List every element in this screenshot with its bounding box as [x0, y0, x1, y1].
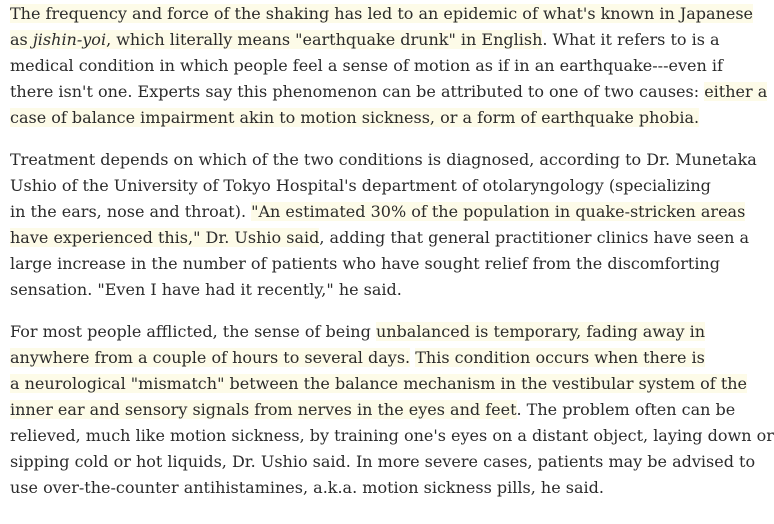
text-line [10, 423, 774, 449]
text-line [10, 1, 753, 27]
text-line [10, 27, 720, 53]
text-line [10, 251, 720, 277]
body-text: medical condition in which people feel a sense of motion as if in an earthquake---even if [10, 56, 723, 75]
text-line [10, 173, 711, 199]
body-text: Ushio of the University of Tokyo Hospital's department of otolaryngology (specializing [10, 176, 711, 195]
highlighted-text: "An estimated 30% of the population in quake-stricken areas [251, 202, 746, 221]
highlighted-text: jishin-yoi [32, 30, 107, 49]
body-text: sipping cold or hot liquids, Dr. Ushio said. In more severe cases, patients may be advised to [10, 452, 756, 471]
text-line [10, 147, 757, 173]
highlighted-text: anywhere from a couple of hours to several days. [10, 348, 411, 367]
body-text: . The problem often can be [516, 400, 736, 419]
text-line [10, 79, 767, 105]
highlighted-text: have experienced this," Dr. Ushio said [10, 228, 320, 247]
text-line [10, 449, 755, 475]
highlighted-text: as [10, 30, 33, 49]
text-line [10, 397, 735, 423]
highlighted-text: , which literally means "earthquake drunk" in English [106, 30, 543, 49]
text-line [10, 53, 723, 79]
body-text: , adding that general practitioner clinics have seen a [319, 228, 749, 247]
body-text: in the ears, nose and throat). [10, 202, 252, 221]
highlighted-text: This condition occurs when there is [415, 348, 705, 367]
text-line [10, 345, 705, 371]
body-text: large increase in the number of patients who have sought relief from the discomforting [10, 254, 720, 273]
highlighted-text: case of balance impairment akin to motion sickness, or a form of earthquake phobia. [10, 108, 700, 127]
body-text: . What it refers to is a [542, 30, 720, 49]
highlighted-text: The frequency and force of the shaking has led to an epidemic of what's known in Japanese [10, 4, 754, 23]
text-line [10, 225, 749, 251]
highlighted-text: either a [704, 82, 768, 101]
text-line [10, 371, 747, 397]
text-line [10, 475, 604, 501]
highlighted-text: a neurological "mismatch" between the balance mechanism in the vestibular system of the [10, 374, 748, 393]
highlighted-text: unbalanced is temporary, fading away in [375, 322, 706, 341]
text-line [10, 277, 402, 303]
text-line [10, 199, 745, 225]
body-text: use over-the-counter antihistamines, a.k.a. motion sickness pills, he said. [10, 478, 604, 497]
body-text: sensation. "Even I have had it recently," he said. [10, 280, 402, 299]
body-text: relieved, much like motion sickness, by training one's eyes on a distant object, laying down or [10, 426, 774, 445]
body-text: For most people afflicted, the sense of being [10, 322, 376, 341]
text-line [10, 105, 699, 131]
body-text: Treatment depends on which of the two conditions is diagnosed, according to Dr. Munetaka [10, 150, 757, 169]
body-text: there isn't one. Experts say this phenomenon can be attributed to one of two causes: [10, 82, 705, 101]
highlighted-text: inner ear and sensory signals from nerves in the eyes and feet [10, 400, 517, 419]
text-line [10, 319, 705, 345]
